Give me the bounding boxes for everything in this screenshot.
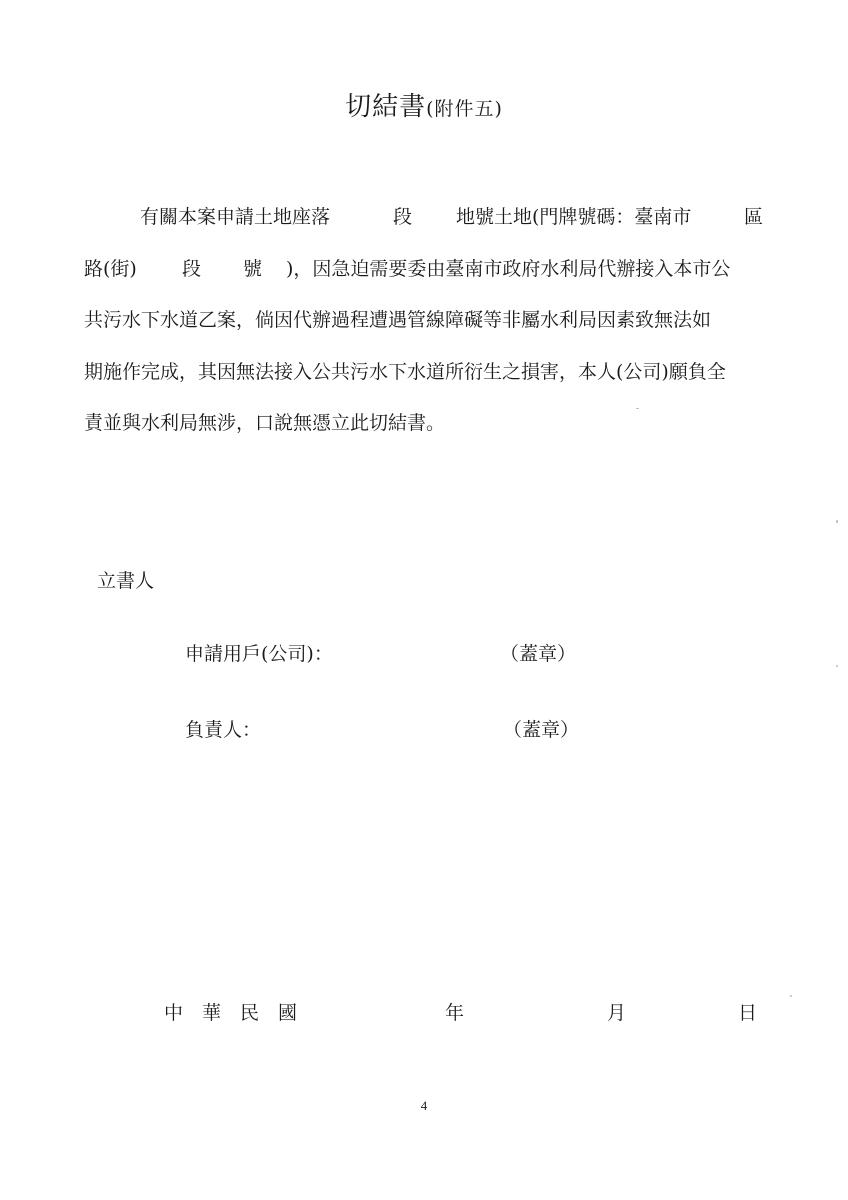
date-month: 月 bbox=[607, 1002, 627, 1024]
body-line-1b: 段 bbox=[393, 206, 413, 228]
scan-speck bbox=[636, 408, 639, 409]
body-line-1d: 區 bbox=[744, 206, 764, 228]
body-line-3: 共污水下水道乙案，倘因代辦過程遭遇管線障礙等非屬水利局因素致無法如 bbox=[84, 309, 712, 331]
body-line-1a: 有關本案申請土地座落 bbox=[140, 206, 331, 228]
body-line-2b: 段 bbox=[182, 258, 202, 280]
scan-speck bbox=[836, 520, 838, 523]
body-line-2c: 號 bbox=[243, 258, 263, 280]
document-title bbox=[0, 86, 848, 123]
scan-speck bbox=[836, 665, 838, 667]
scan-speck bbox=[790, 995, 792, 997]
date-era: 中 華 民 國 bbox=[164, 1002, 298, 1024]
applicant-stamp: （蓋章） bbox=[500, 643, 577, 665]
title-annex: (附件五) bbox=[426, 98, 503, 120]
date-year: 年 bbox=[445, 1002, 465, 1024]
body-line-1c: 地號土地(門牌號碼：臺南市 bbox=[456, 206, 692, 228]
date-day: 日 bbox=[738, 1002, 758, 1024]
applicant-label: 申請用戶(公司)： bbox=[185, 643, 333, 665]
title-main: 切結書 bbox=[345, 92, 427, 122]
responsible-label: 負責人： bbox=[185, 719, 262, 741]
body-line-2d: )，因急迫需要委由臺南市政府水利局代辦接入本市公 bbox=[286, 258, 731, 280]
body-line-4: 期施作完成，其因無法接入公共污水下水道所衍生之損害，本人(公司)願負全 bbox=[84, 361, 726, 383]
page-number: 4 bbox=[420, 1098, 428, 1113]
body-line-2a: 路(街) bbox=[84, 258, 137, 280]
responsible-stamp: （蓋章） bbox=[503, 719, 580, 741]
signatory-heading: 立書人 bbox=[97, 570, 155, 592]
body-line-5: 責並與水利局無涉，口說無憑立此切結書。 bbox=[84, 412, 446, 434]
